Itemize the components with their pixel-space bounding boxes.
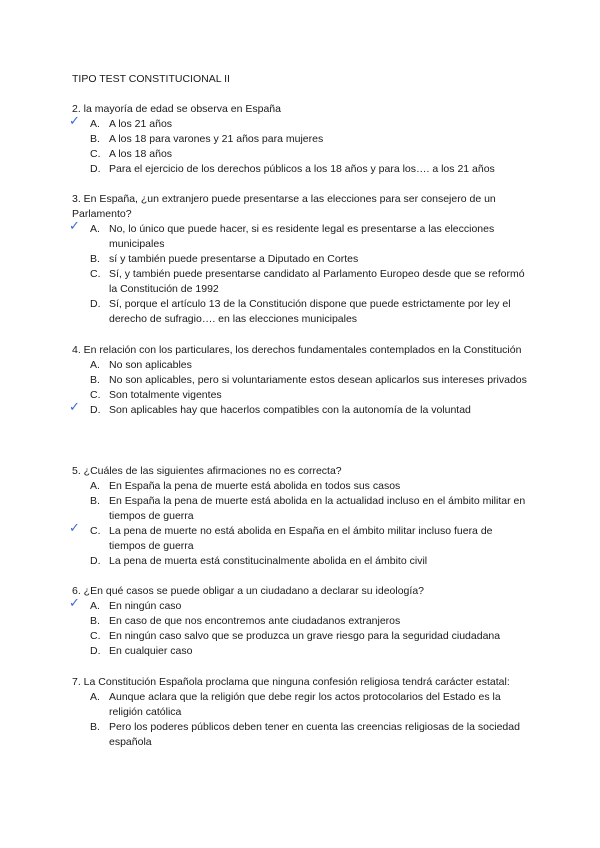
answer-option xyxy=(72,297,532,327)
answer-option xyxy=(72,720,532,750)
option-text: No son aplicables, pero si voluntariamente estos desean aplicarlos sus intereses privados xyxy=(109,374,527,386)
option-text: Sí, y también puede presentarse candidato al Parlamento Europeo desde que se reformó la Constitución de 1992 xyxy=(109,268,525,295)
checkmark-icon: ✓ xyxy=(69,521,80,536)
answer-option xyxy=(72,267,532,297)
checkmark-icon: ✓ xyxy=(69,114,80,129)
option-letter: B. xyxy=(90,721,100,733)
option-letter: D. xyxy=(90,555,101,567)
answer-options xyxy=(72,690,532,750)
option-text: No son aplicables xyxy=(109,359,192,371)
answer-option xyxy=(72,162,532,177)
option-text: En ningún caso salvo que se produzca un grave riesgo para la seguridad ciudadana xyxy=(109,630,501,642)
answer-option xyxy=(72,614,532,629)
option-letter: D. xyxy=(90,404,101,416)
option-letter: B. xyxy=(90,495,100,507)
option-text: En caso de que nos encontremos ante ciudadanos extranjeros xyxy=(109,615,401,627)
option-text: En España la pena de muerte está abolida en todos sus casos xyxy=(109,480,401,492)
option-letter: B. xyxy=(90,133,100,145)
answer-option xyxy=(69,400,532,418)
answer-option xyxy=(72,554,532,569)
option-text: Para el ejercicio de los derechos públicos a los 18 años y para los…. a los 21 años xyxy=(109,163,495,175)
option-text: sí y también puede presentarse a Diputado en Cortes xyxy=(109,253,359,265)
option-text: En España la pena de muerte está abolida en la actualidad incluso en el ámbito militar en tiempos de guerra xyxy=(109,495,526,522)
answer-option xyxy=(72,388,532,403)
answer-options xyxy=(69,479,532,569)
answer-option xyxy=(72,132,532,147)
option-text: A los 18 años xyxy=(109,148,173,160)
question-text: 2. la mayoría de edad se observa en España xyxy=(72,103,281,115)
option-letter: A. xyxy=(90,600,100,612)
answer-option xyxy=(72,252,532,267)
question-4 xyxy=(69,343,532,418)
answer-option xyxy=(69,219,532,252)
question-text: 7. La Constitución Española proclama que ninguna confesión religiosa tendrá carácter estatal: xyxy=(72,676,510,688)
answer-options xyxy=(69,114,532,177)
answer-options xyxy=(69,219,532,327)
option-letter: B. xyxy=(90,615,100,627)
option-text: A los 18 para varones y 21 años para mujeres xyxy=(109,133,324,145)
answer-option xyxy=(72,629,532,644)
answer-option xyxy=(72,147,532,162)
option-letter: C. xyxy=(90,389,101,401)
option-text: A los 21 años xyxy=(109,118,173,130)
answer-option xyxy=(69,114,532,132)
checkmark-icon: ✓ xyxy=(69,219,80,234)
option-letter: C. xyxy=(90,268,101,280)
question-text: 4. En relación con los particulares, los derechos fundamentales contemplados en la Constitución xyxy=(72,344,522,356)
answer-option xyxy=(72,690,532,720)
option-text: Aunque aclara que la religión que debe regir los actos protocolarios del Estado es la religión católica xyxy=(109,691,501,718)
checkmark-icon: ✓ xyxy=(69,400,80,415)
option-text: La pena de muerte no está abolida en España en el ámbito militar incluso fuera de tiempos de guerra xyxy=(109,525,493,552)
option-letter: D. xyxy=(90,645,101,657)
option-letter: C. xyxy=(90,630,101,642)
option-letter: D. xyxy=(90,163,101,175)
option-text: Sí, porque el artículo 13 de la Constitución dispone que puede estrictamente por ley el derecho de sufragio…. en las elecciones municipales xyxy=(109,298,511,325)
question-7 xyxy=(72,675,532,750)
question-2 xyxy=(69,102,532,177)
question-text: 5. ¿Cuáles de las siguientes afirmaciones no es correcta? xyxy=(72,465,342,477)
option-text: Son aplicables hay que hacerlos compatibles con la autonomía de la voluntad xyxy=(109,404,471,416)
answer-option xyxy=(72,494,532,524)
question-3 xyxy=(69,192,532,327)
answer-option xyxy=(72,373,532,388)
option-letter: A. xyxy=(90,223,100,235)
option-letter: C. xyxy=(90,525,101,537)
option-text: En ningún caso xyxy=(109,600,182,612)
option-text: En cualquier caso xyxy=(109,645,193,657)
option-text: Son totalmente vigentes xyxy=(109,389,222,401)
answer-option xyxy=(72,358,532,373)
question-text: 3. En España, ¿un extranjero puede presentarse a las elecciones para ser consejero de un Parlamento? xyxy=(72,193,496,220)
question-text: 6. ¿En qué casos se puede obligar a un ciudadano a declarar su ideología? xyxy=(72,585,424,597)
option-letter: C. xyxy=(90,148,101,160)
answer-option xyxy=(69,596,532,614)
option-letter: A. xyxy=(90,359,100,371)
option-letter: A. xyxy=(90,480,100,492)
document-title: TIPO TEST CONSTITUCIONAL II xyxy=(72,73,230,85)
question-6 xyxy=(69,584,532,659)
option-letter: D. xyxy=(90,298,101,310)
option-letter: A. xyxy=(90,691,100,703)
answer-option xyxy=(69,521,532,554)
answer-options xyxy=(69,596,532,659)
answer-option xyxy=(72,644,532,659)
option-text: No, lo único que puede hacer, si es residente legal es presentarse a las elecciones municipales xyxy=(109,223,495,250)
option-letter: B. xyxy=(90,374,100,386)
answer-option xyxy=(72,479,532,494)
option-letter: A. xyxy=(90,118,100,130)
answer-options xyxy=(69,358,532,418)
option-letter: B. xyxy=(90,253,100,265)
question-5 xyxy=(69,464,532,569)
option-text: Pero los poderes públicos deben tener en cuenta las creencias religiosas de la sociedad española xyxy=(109,721,520,748)
checkmark-icon: ✓ xyxy=(69,596,80,611)
option-text: La pena de muerta está constitucinalmente abolida en el ámbito civil xyxy=(109,555,428,567)
